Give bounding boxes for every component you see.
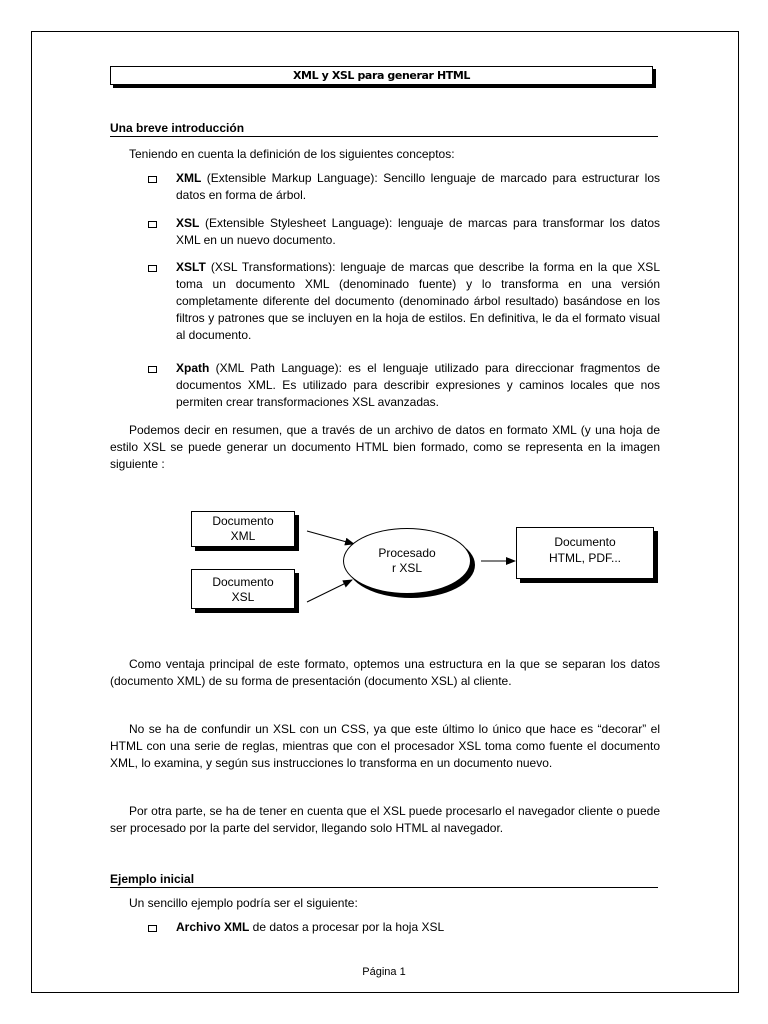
box-label: HTML, PDF... — [548, 551, 621, 565]
bullet-square-icon — [148, 925, 157, 932]
css-paragraph: No se ha de confundir un XSL con un CSS, ya que este último lo único que hace es “decorar” el HTML con una serie de reglas, mientras que con el procesador XSL toma como fuente el documento XML, lo examina, y según sus instrucciones lo transforma en un documento nuevo. — [110, 722, 660, 770]
box-label: Documento — [212, 514, 274, 528]
bullet-description: (Extensible Stylesheet Language): lenguaje de marcas para transformar los datos XML en un nuevo documento. — [176, 216, 660, 247]
diagram-xsl-processor — [343, 528, 471, 594]
section-heading-example: Ejemplo inicial — [110, 872, 658, 888]
box-label: XSL — [231, 590, 255, 604]
bullet-term: Xpath — [176, 361, 210, 375]
example-intro-paragraph: Un sencillo ejemplo podría ser el siguiente: — [129, 896, 358, 910]
arrow-xml-to-processor — [307, 531, 354, 544]
advantage-paragraph: Como ventaja principal de este formato, optemos una estructura en la que se separan los datos (documento XML) de su forma de presentación (documento XSL) al cliente. — [110, 657, 660, 688]
bullet-term: XSLT — [176, 260, 206, 274]
processor-label: r XSL — [391, 561, 422, 575]
diagram-box-xsl-document — [191, 569, 295, 609]
page-header-title: XML y XSL para generar HTML — [110, 66, 653, 85]
arrow-xsl-to-processor — [307, 580, 352, 602]
bullet-description: (Extensible Markup Language): Sencillo lenguaje de marcado para estructurar los datos en forma de árbol. — [176, 171, 660, 202]
bullet-description: (XML Path Language): es el lenguaje utilizado para direccionar fragmentos de documentos XML. Es utilizado para describir expresiones y caminos locales que nos permiten crear transformaciones XSL avanzadas. — [176, 361, 660, 409]
diagram-box-output-document — [516, 527, 654, 579]
bullet-description: (XSL Transformations): lenguaje de marcas que describe la forma en la que XSL toma un documento XML (denominado fuente) y lo transforma en una versión completamente diferente del documento (denominado árbol resultado) basándose en los filtros y patrones que se incluyen en la hoja de estilos. En definitiva, le da el formato visual al documento. — [176, 260, 660, 342]
bullet-xml-file — [176, 919, 660, 936]
bullet-term: XML — [176, 171, 202, 185]
bullet-term: Archivo XML — [176, 920, 250, 934]
processor-label: Procesado — [378, 546, 436, 560]
box-label: Documento — [212, 575, 274, 589]
server-paragraph: Por otra parte, se ha de tener en cuenta que el XSL puede procesarlo el navegador cliente o puede ser procesado por la parte del servidor, llegando solo HTML al navegador. — [110, 804, 660, 835]
box-label: XML — [230, 529, 256, 543]
bullet-term: XSL — [176, 216, 200, 230]
diagram-box-xml-document — [191, 511, 295, 547]
bullet-description: de datos a procesar por la hoja XSL — [249, 920, 445, 934]
box-label: Documento — [554, 535, 616, 549]
page-number: Página 1 — [362, 966, 406, 978]
intro-paragraph: Teniendo en cuenta la definición de los siguientes conceptos: — [129, 147, 455, 161]
summary-paragraph: Podemos decir en resumen, que a través de un archivo de datos en formato XML (y una hoja de estilo XSL se puede generar un documento HTML bien formado, como se representa en la imagen siguiente : — [110, 423, 660, 471]
section-heading-intro: Una breve introducción — [110, 121, 658, 137]
